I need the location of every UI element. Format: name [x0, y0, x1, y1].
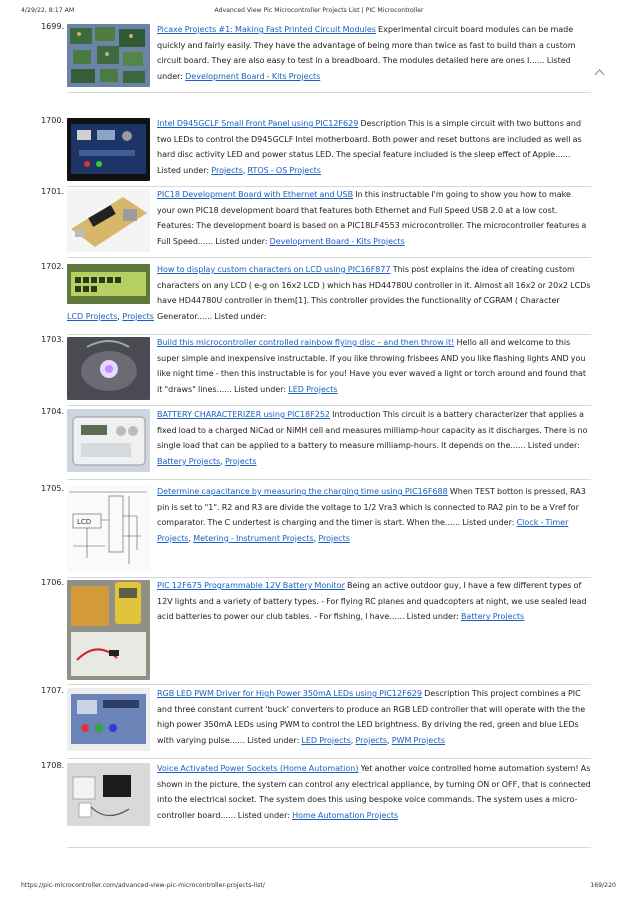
entry-number: 1704. [41, 407, 64, 416]
entry-description: Yet another voice controlled home automation system! As shown in the picture, the system can control any electrical appliance, by turning ON or OFF, that is connected into the electrical socket. The system does this using bespoke voice commands. The system uses a micro-controller board...... Listed under: [157, 764, 591, 820]
entry-number: 1702. [41, 262, 64, 271]
category-link[interactable]: Projects [224, 456, 257, 466]
category-link[interactable]: PWM Projects [391, 735, 446, 745]
category-link[interactable]: LCD Projects [67, 312, 118, 321]
entry-number: 1707. [41, 686, 64, 695]
entry-number: 1701. [41, 187, 64, 196]
entry-title-link[interactable]: PIC 12F675 Programmable 12V Battery Monitor [157, 581, 345, 590]
entry-description: Introduction This circuit is a battery characterizer that applies a fixed load to a charged NiCad or NiMH cell and measures milliamp-hour capacity as it discharges. There is no single load that can be applied to a battery to measure milliamp-hours. It depends on the...... Listed under: [157, 410, 588, 451]
category-link[interactable]: Projects [211, 165, 243, 175]
chevron-up-icon[interactable] [594, 68, 605, 76]
category-link[interactable]: Clock - Timer Projects [157, 518, 569, 543]
entry-title-link[interactable]: Intel D945GCLF Small Front Panel using PIC12F629 [157, 119, 359, 128]
entry-number: 1705. [41, 484, 64, 493]
entry-title-link[interactable]: RGB LED PWM Driver for High Power 350mA LEDs using PIC12F629 [157, 689, 422, 698]
project-thumbnail[interactable] [67, 409, 150, 472]
entry-title-link[interactable]: PIC18 Development Board with Ethernet and USB [157, 190, 354, 199]
entry-number: 1703. [41, 335, 64, 344]
entry-description: Being an active outdoor guy, I have a few different types of 12V lights and a variety of battery types. - For flying RC planes and quadcopters at night, we use sealed lead acid batteries to power our club tables. - For fishing, I have...... Listed under: [157, 581, 587, 622]
category-link[interactable]: Projects [122, 312, 154, 321]
entry-divider [67, 684, 591, 685]
entry-description: Description This is a simple circuit with two buttons and two LEDs to control the D945GCLF Intel motherboard. Both power and reset buttons are included as well as hard disc activity LED and power status LED. The special feature included is the sleep effect of Apple...... Listed under: [157, 119, 582, 175]
print-date: 4/29/22, 8:17 AM [21, 7, 75, 14]
category-link[interactable]: Development Board - Kits Projects [269, 236, 405, 246]
category-link[interactable]: Projects [355, 735, 388, 745]
project-thumbnail[interactable] [67, 24, 150, 87]
svg-text:LCD: LCD [77, 518, 92, 526]
category-link[interactable]: RTOS - OS Projects [247, 165, 321, 175]
entry-number: 1708. [41, 761, 64, 770]
project-thumbnail[interactable] [67, 337, 150, 400]
entry-text [157, 22, 591, 84]
entry-text [157, 187, 591, 249]
entry-number: 1699. [41, 22, 64, 31]
entry-number: 1706. [41, 578, 64, 587]
entry-divider [67, 405, 591, 406]
project-thumbnail[interactable] [67, 580, 150, 680]
category-link[interactable]: Development Board - Kits Projects [185, 71, 321, 81]
category-link[interactable]: Home Automation Projects [292, 810, 399, 820]
print-footer [0, 882, 638, 894]
entry-text-continued: LCD Projects, Projects [67, 312, 154, 321]
entry-title-link[interactable]: Build this microcontroller controlled rainbow flying disc – and then throw it! [157, 338, 455, 347]
entry-divider [67, 479, 591, 480]
entry-text: Intel D945GCLF Small Front Panel using PIC12F629 Description This is a simple circuit with two buttons and two LEDs to control the D945GCLF Intel motherboard. Both power and reset buttons are included as well as hard disc activity LED and power status LED. The special feature included is the sleep effect of Apple...... Listed under: Projects, RTOS - OS Projects [157, 119, 582, 175]
category-link[interactable]: LED Projects [301, 735, 351, 745]
entry-description: This post explains the idea of creating custom characters on any LCD ( e-g on 16x2 LCD ) which has HD44780U controller in it. Almost all 16x2 or 20x2 LCDs have HD44780U controller in them[1]. This controller provides the functionality of CGRAM ( Character Generator...... Listed under: [157, 265, 591, 321]
entry-text: BATTERY CHARACTERIZER using PIC18F252 Introduction This circuit is a battery characterizer that applies a fixed load to a charged NiCad or NiMH cell and measures milliamp-hour capacity as it discharges. There is no single load that can be applied to a battery to measure milliamp-hours. It depends on the...... Listed under: Battery Projects, Projects [157, 410, 588, 466]
entry-divider [67, 847, 591, 848]
entry-text [157, 335, 591, 397]
entry-title-link[interactable]: Determine capacitance by measuring the charging time using PIC16F688 [157, 487, 448, 496]
print-header [0, 7, 638, 19]
entry-divider [67, 758, 591, 759]
entry-divider [67, 257, 591, 258]
entry-text: Determine capacitance by measuring the charging time using PIC16F688 When TEST botton is pressed, RA3 pin is set to "1". R2 and R3 are divide the voltage to 1/2 Vra3 which is connected to RA2 pin to be a Vref for comparator. The C undertest is charging and the timer is start. When the...... Listed under: Clock - Timer Projects, Metering - Instrument Projects, Projects [157, 487, 586, 543]
category-link[interactable]: Battery Projects [460, 612, 525, 622]
entry-number: 1700. [41, 116, 64, 125]
page-url: https://pic-microcontroller.com/advanced-view-pic-microcontroller-projects-list/ [21, 882, 265, 889]
entry-title-link[interactable]: Voice Activated Power Sockets (Home Automation) [157, 764, 359, 773]
project-thumbnail[interactable] [67, 118, 150, 181]
entry-title-link[interactable]: BATTERY CHARACTERIZER using PIC18F252 [157, 410, 330, 419]
entry-text [157, 761, 591, 823]
entry-description: When TEST botton is pressed, RA3 pin is set to "1". R2 and R3 are divide the voltage to 1/2 Vra3 which is connected to RA2 pin to be a Vref for comparator. The C undertest is charging and the timer is start. When the...... Listed under: [157, 487, 586, 528]
project-thumbnail[interactable] [67, 688, 150, 751]
entry-divider [67, 92, 591, 93]
entry-description: Description This project combines a PIC and three constant current 'buck' converters to produce an RGB LED controller that will operate with the the high power 350mA LEDs using PWM to control the LED brightness. By driving the red, green and blue LEDs with varying pulse...... Listed under: [157, 689, 586, 745]
page-number: 169/220 [590, 882, 616, 889]
category-link[interactable]: LED Projects [288, 384, 338, 394]
entry-description: Experimental circuit board modules can be made quickly and fairly easily. They have the advantage of being more than twice as fast to build than a custom circuit board. They are also easy to test in a breadboard. The modules detailed here are ones I...... Listed under: [157, 25, 576, 81]
project-thumbnail[interactable] [67, 763, 150, 826]
entry-text [157, 578, 591, 625]
category-link[interactable]: Battery Projects [157, 456, 221, 466]
category-link[interactable]: Projects [318, 533, 350, 543]
project-thumbnail[interactable] [67, 189, 150, 252]
project-thumbnail[interactable] [67, 486, 150, 572]
category-link[interactable]: Metering - Instrument Projects [193, 533, 314, 543]
entry-title-link[interactable]: How to display custom characters on LCD using PIC16F877 [157, 265, 391, 274]
entry-title-link[interactable]: Picaxe Projects #1: Making Fast Printed Circuit Modules [157, 25, 376, 34]
entry-description: Hello all and welcome to this super simple and inexpensive instructable. If you like throwing frisbees AND you like flashing lights AND you like night time - then this instructable is for you! Have you ever waved a light or torch around and found that it "draws" lines...... Listed under: [157, 338, 587, 394]
entry-description: In this instructable I'm going to show you how to make your own PIC18 development board that features both Ethernet and Full Speed USB 2.0 at a low cost. Features: The development board is based on a PIC18LF4553 microcontroller. The microcontroller features a Full Speed...... Listed under: [157, 190, 587, 246]
entry-text [157, 262, 591, 324]
entry-text: RGB LED PWM Driver for High Power 350mA LEDs using PIC12F629 Description This project combines a PIC and three constant current 'buck' converters to produce an RGB LED controller that will operate with the the high power 350mA LEDs using PWM to control the LED brightness. By driving the red, green and blue LEDs with varying pulse...... Listed under: LED Projects, Projects, PWM Projects [157, 689, 586, 745]
print-title: Advanced View Pic Microcontroller Projects List | PIC Microcontroller [214, 7, 424, 14]
project-thumbnail[interactable] [67, 264, 150, 304]
